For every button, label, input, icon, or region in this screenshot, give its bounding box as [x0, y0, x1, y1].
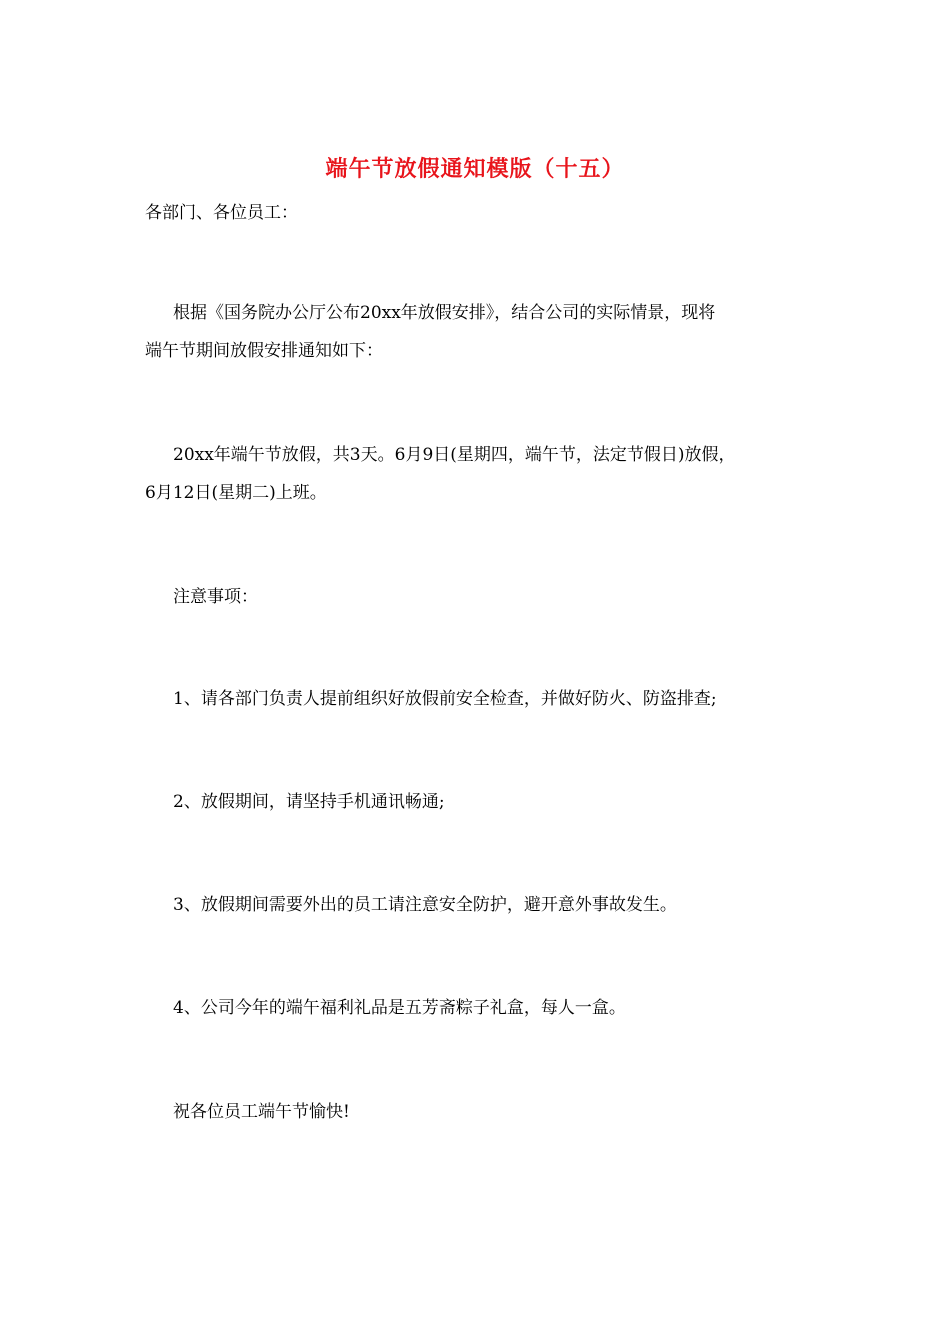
notes-heading: 注意事项： — [173, 587, 258, 607]
note-item-2: 2、放假期间，请坚持手机通讯畅通; — [173, 792, 445, 812]
note-item-4: 4、公司今年的端午福利礼品是五芳斋粽子礼盒，每人一盒。 — [173, 998, 626, 1018]
document-title: 端午节放假通知模版（十五） — [325, 157, 625, 182]
paragraph2-line2: 6月12日(星期二)上班。 — [145, 483, 327, 503]
note-item-3: 3、放假期间需要外出的员工请注意安全防护，避开意外事故发生。 — [173, 895, 677, 915]
paragraph2-line1: 20xx年端午节放假，共3天。6月9日(星期四，端午节，法定节假日)放假， — [173, 445, 736, 465]
paragraph1-line2: 端午节期间放假安排通知如下： — [145, 341, 383, 361]
salutation: 各部门、各位员工： — [145, 203, 298, 223]
paragraph1-line1: 根据《国务院办公厅公布20xx年放假安排》，结合公司的实际情景，现将 — [173, 303, 716, 323]
closing-line: 祝各位员工端午节愉快! — [173, 1102, 350, 1122]
note-item-1: 1、请各部门负责人提前组织好放假前安全检查，并做好防火、防盗排查; — [173, 689, 717, 709]
